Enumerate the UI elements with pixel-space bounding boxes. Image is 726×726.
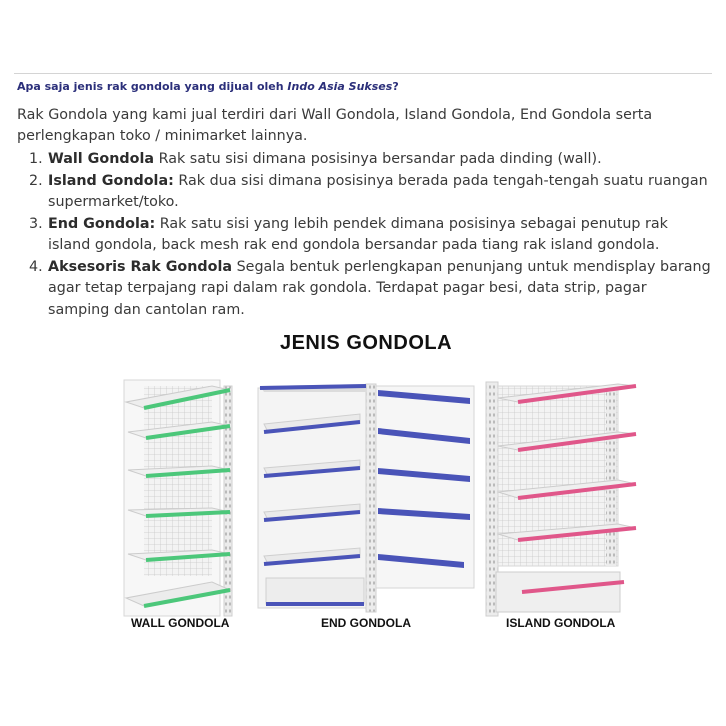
list-number: 1. xyxy=(29,151,43,167)
question-prefix: Apa saja jenis rak gondola yang dijual oleh xyxy=(17,80,288,93)
top-divider xyxy=(14,73,712,74)
list-desc: Rak satu sisi dimana posisinya bersandar pada dinding (wall). xyxy=(154,151,602,167)
list-number: 4. xyxy=(29,258,43,275)
caption-wall-gondola: WALL GONDOLA xyxy=(131,616,230,630)
figure-title: JENIS GONDOLA xyxy=(279,332,453,354)
list-term: Island Gondola: xyxy=(48,172,174,189)
list-term: End Gondola: xyxy=(48,215,156,232)
list-term: Wall Gondola xyxy=(48,151,155,167)
list-number: 2. xyxy=(29,172,43,189)
intro-paragraph: Rak Gondola yang kami jual terdiri dari Wall Gondola, Island Gondola, End Gondola serta perlengkapan toko / minimarket lainnya. xyxy=(17,107,653,144)
island-gondola-image xyxy=(486,382,636,616)
faq-question xyxy=(17,80,399,93)
list-item-island xyxy=(0,171,726,214)
list-item-wall xyxy=(0,149,726,171)
company-name: Indo Asia Sukses xyxy=(287,80,393,93)
question-suffix: ? xyxy=(392,80,399,93)
list-number: 3. xyxy=(29,215,43,232)
list-term: Aksesoris Rak Gondola xyxy=(48,258,233,275)
list-item-end xyxy=(0,214,726,257)
wall-gondola-image xyxy=(124,380,232,616)
list-desc: Rak dua sisi dimana posisinya berada pada tengah-tengah suatu ruangan supermarket/toko. xyxy=(48,172,708,210)
gondola-type-list xyxy=(0,149,726,321)
list-item-accessories xyxy=(0,257,726,322)
gondola-types-figure xyxy=(88,328,644,654)
list-desc: Rak satu sisi yang lebih pendek dimana posisinya sebagai penutup rak island gondola, back mesh rak end gondola bersandar pada tiang rak island gondola. xyxy=(48,215,668,253)
caption-end-gondola: END GONDOLA xyxy=(321,616,411,630)
caption-island-gondola: ISLAND GONDOLA xyxy=(506,616,616,630)
end-gondola-image xyxy=(258,384,474,612)
gondola-illustration xyxy=(88,328,644,654)
list-desc: Segala bentuk perlengkapan penunjang untuk mendisplay barang agar tetap terpajang rapi dalam rak gondola. Terdapat pagar besi, data strip, pagar samping dan cantolan ram. xyxy=(48,258,711,318)
